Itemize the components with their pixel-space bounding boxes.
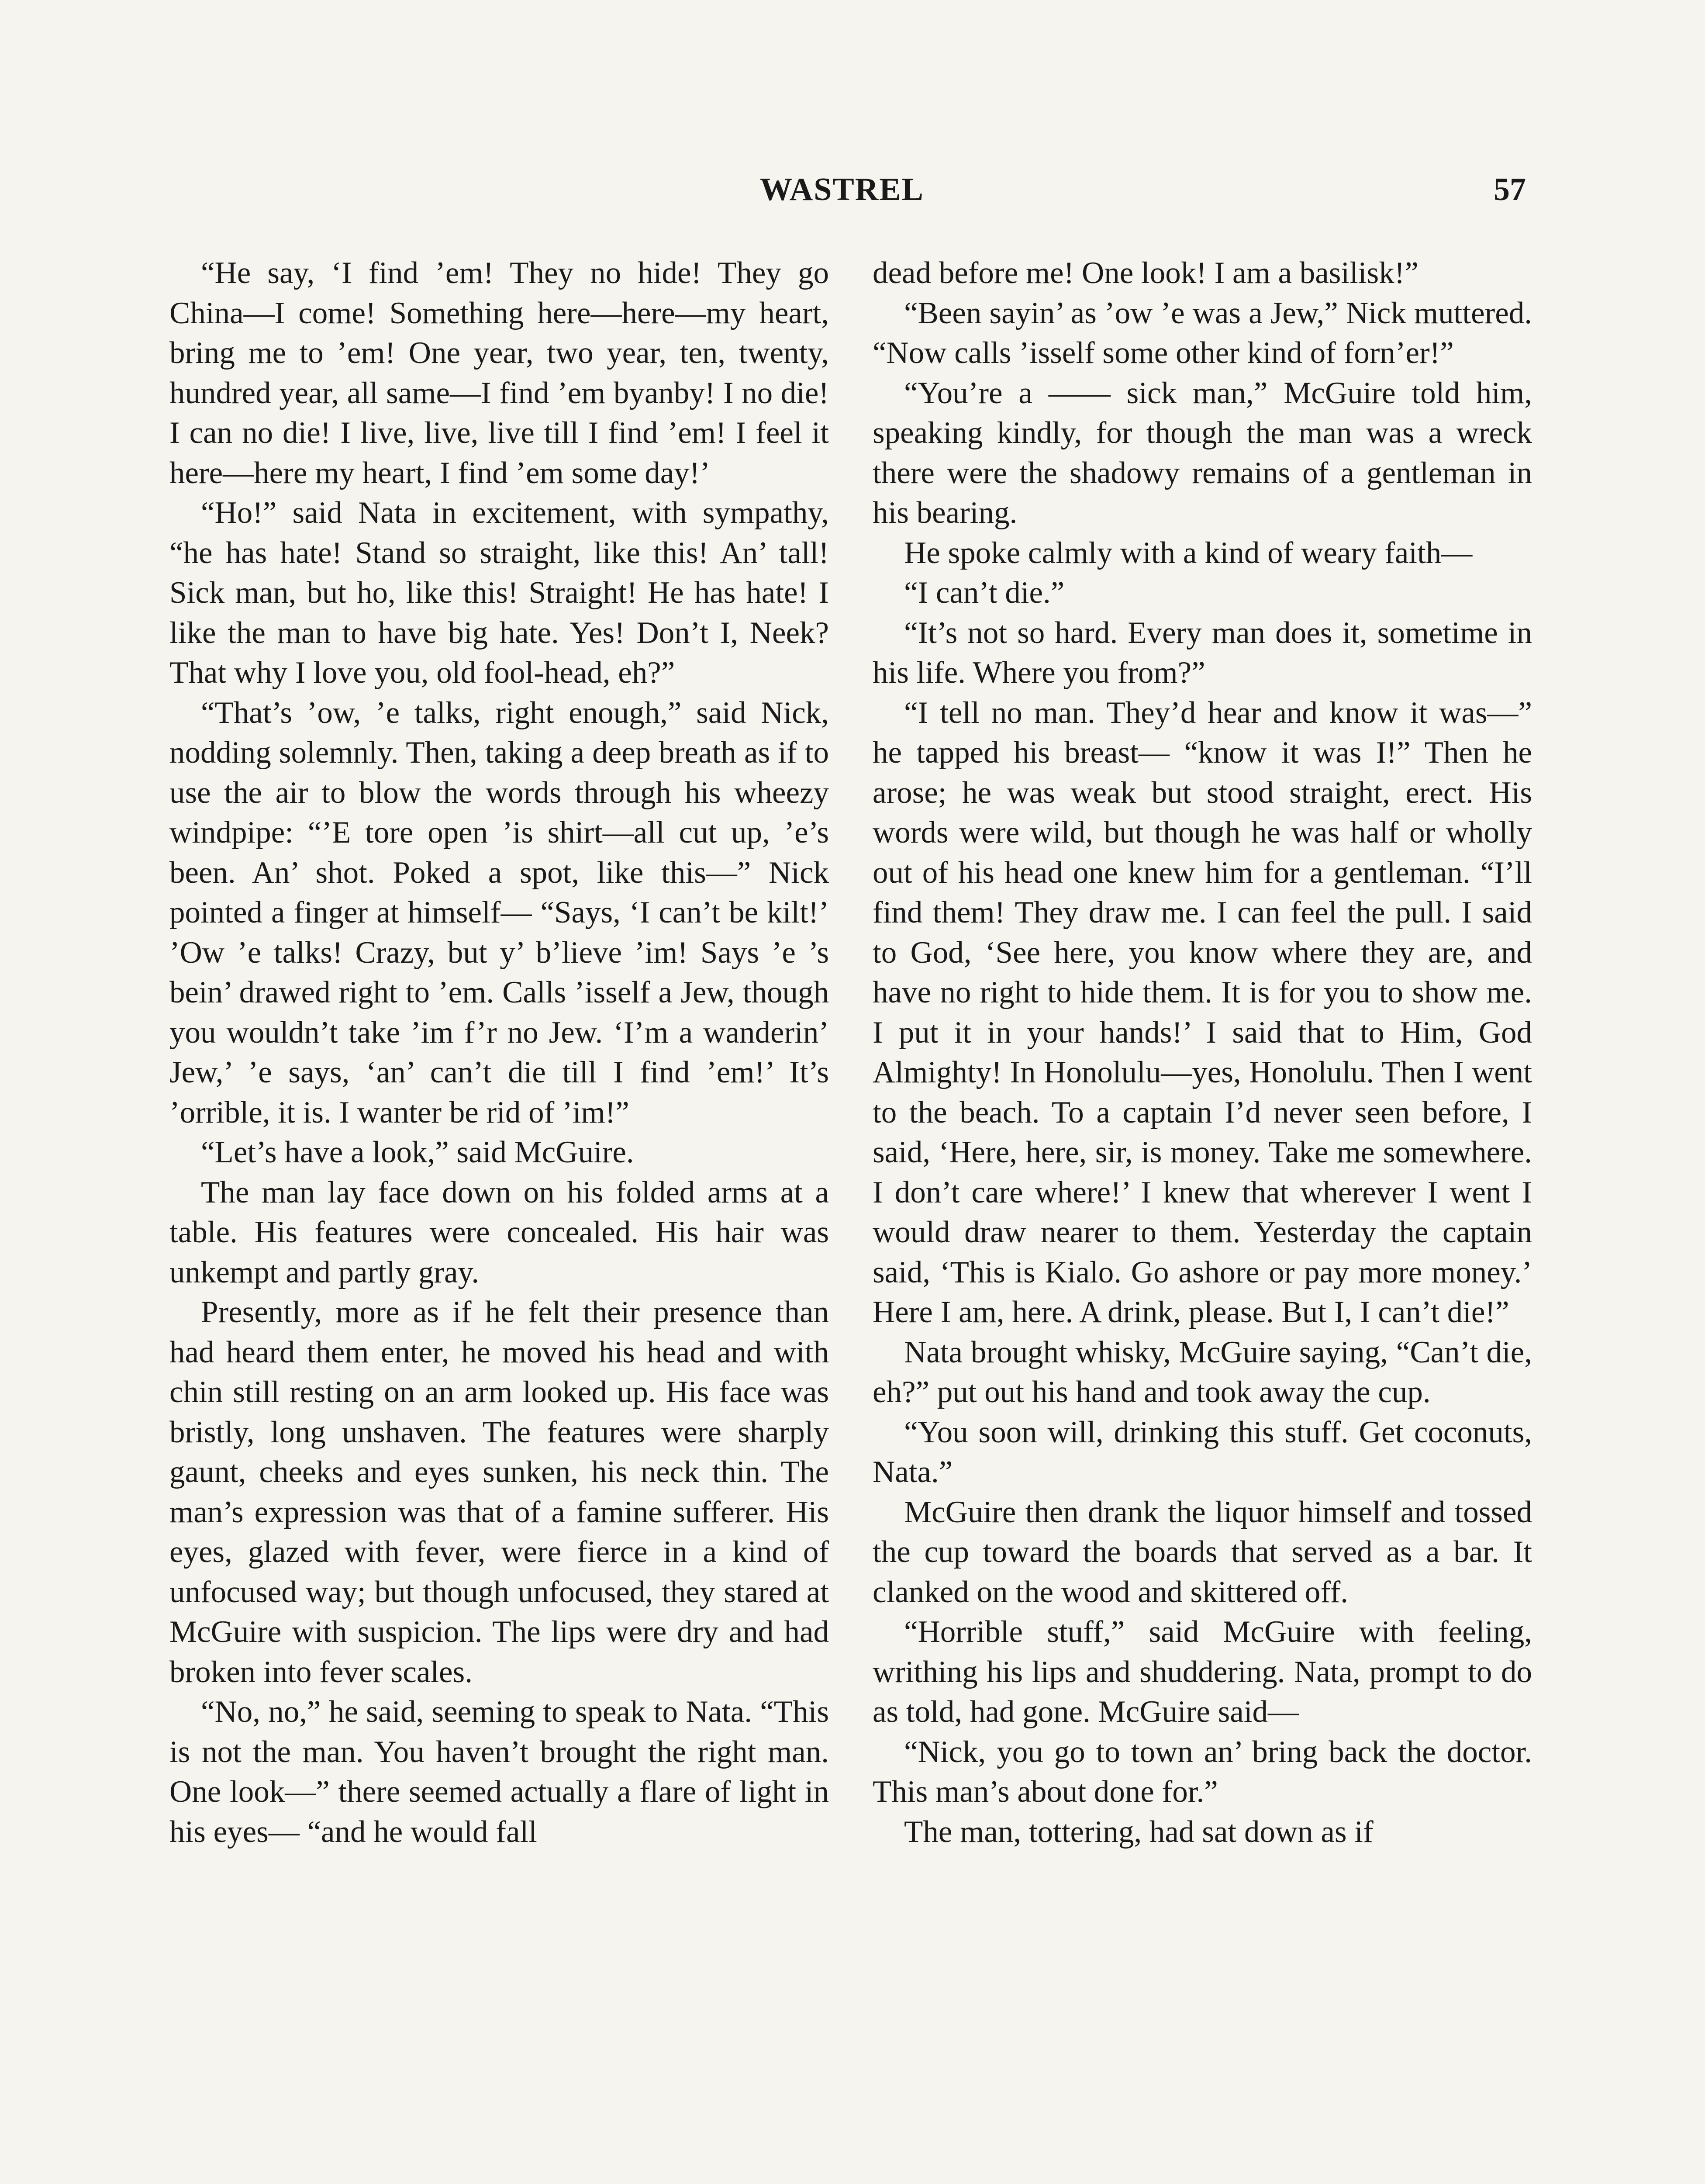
paragraph: dead before me! One look! I am a basilisk!” [873,256,1419,290]
paragraph: “He say, ‘I find ’em! They no hide! They go China—I come! Something here—here—my heart, bring me to ’em! One year, two year, ten, twenty, hundred year, all same—I find ’em byanby! I no die! I can no die! I live, live, live till I find ’em! I feel it here—here my heart, I find ’em some day!’ [169,256,829,490]
paragraph: “I tell no man. They’d hear and know it was—” he tapped his breast— “know it was I!” Then he arose; he was weak but stood straight, erect. His words were wild, but though he was half or wholly out of his head one knew him for a gentleman. “I’ll find them! They draw me. I can feel the pull. I said to God, ‘See here, you know where they are, and have no right to hide them. It is for you to show me. I put it in your hands!’ I said that to Him, God Almighty! In Honolulu—yes, Honolulu. Then I went to the beach. To a captain I’d never seen before, I said, ‘Here, here, sir, is money. Take me somewhere. I don’t care where!’ I knew that wherever I went I would draw nearer to them. Yesterday the captain said, ‘This is Kialo. Go ashore or pay more money.’ Here I am, here. A drink, please. But I, I can’t die!” [873,695,1532,1329]
paragraph: Presently, more as if he felt their presence than had heard them enter, he moved his head and with chin still resting on an arm looked up. His face was bristly, long unshaven. The features were sharply gaunt, cheeks and eyes sunken, his neck thin. The man’s expression was that of a famine sufferer. His eyes, glazed with fever, were fierce in a kind of unfocused way; but though unfocused, they stared at McGuire with suspicion. The lips were dry and had broken into fever scales. [169,1295,829,1689]
paragraph: “Horrible stuff,” said McGuire with feeling, writhing his lips and shuddering. Nata, prompt to do as told, had gone. McGuire said— [873,1615,1532,1729]
paragraph: “You’re a —— sick man,” McGuire told him, speaking kindly, for though the man was a wreck there were the shadowy remains of a gentleman in his bearing. [873,376,1532,530]
paragraph: “Been sayin’ as ’ow ’e was a Jew,” Nick muttered. “Now calls ’isself some other kind of forn’er!” [873,296,1532,370]
paragraph: “Nick, you go to town an’ bring back the doctor. This man’s about done for.” [873,1735,1532,1809]
paragraph: Nata brought whisky, McGuire saying, “Can’t die, eh?” put out his hand and took away the cup. [873,1335,1532,1409]
paragraph: “No, no,” he said, seeming to speak to Nata. “This is not the man. You haven’t brought the right man. One look—” there seemed actually a flare of light in his eyes— “and he would fall [169,1695,829,1849]
paragraph: The man, tottering, had sat down as if [904,1814,1374,1849]
paragraph: “You soon will, drinking this stuff. Get coconuts, Nata.” [873,1415,1532,1489]
paragraph: “I can’t die.” [904,576,1065,610]
paragraph: “That’s ’ow, ’e talks, right enough,” said Nick, nodding solemnly. Then, taking a deep breath as if to use the air to blow the words through his wheezy windpipe: “’E tore open ’is shirt—all cut up, ’e’s been. An’ shot. Poked a spot, like this—” Nick pointed a finger at himself— “Says, ‘I can’t be kilt!’ ’Ow ’e talks! Crazy, but y’ b’lieve ’im! Says ’e ’s bein’ drawed right to ’em. Calls ’isself a Jew, though you wouldn’t take ’im f’r no Jew. ‘I’m a wanderin’ Jew,’ ’e says, ‘an’ can’t die till I find ’em!’ It’s ’orrible, it is. I wanter be rid of ’im!” [169,695,829,1130]
paragraph: “Ho!” said Nata in excitement, with sympathy, “he has hate! Stand so straight, like this! An’ tall! Sick man, but ho, like this! Straight! He has hate! I like the man to have big hate. Yes! Don’t I, Neek? That why I love you, old fool-head, eh?” [169,496,829,690]
paragraph: “Let’s have a look,” said McGuire. [201,1135,634,1169]
paragraph: McGuire then drank the liquor himself and tossed the cup toward the boards that served as a bar. It clanked on the wood and skittered off. [873,1495,1532,1609]
running-header-title: WASTREL [760,172,924,207]
page-number: 57 [1494,172,1526,207]
left-text-column [169,253,829,1852]
paragraph: “It’s not so hard. Every man does it, sometime in his life. Where you from?” [873,615,1532,690]
paragraph: The man lay face down on his folded arms at a table. His features were concealed. His hair was unkempt and partly gray. [169,1175,829,1289]
right-text-column [873,253,1532,1852]
paragraph: He spoke calmly with a kind of weary faith— [904,536,1473,570]
